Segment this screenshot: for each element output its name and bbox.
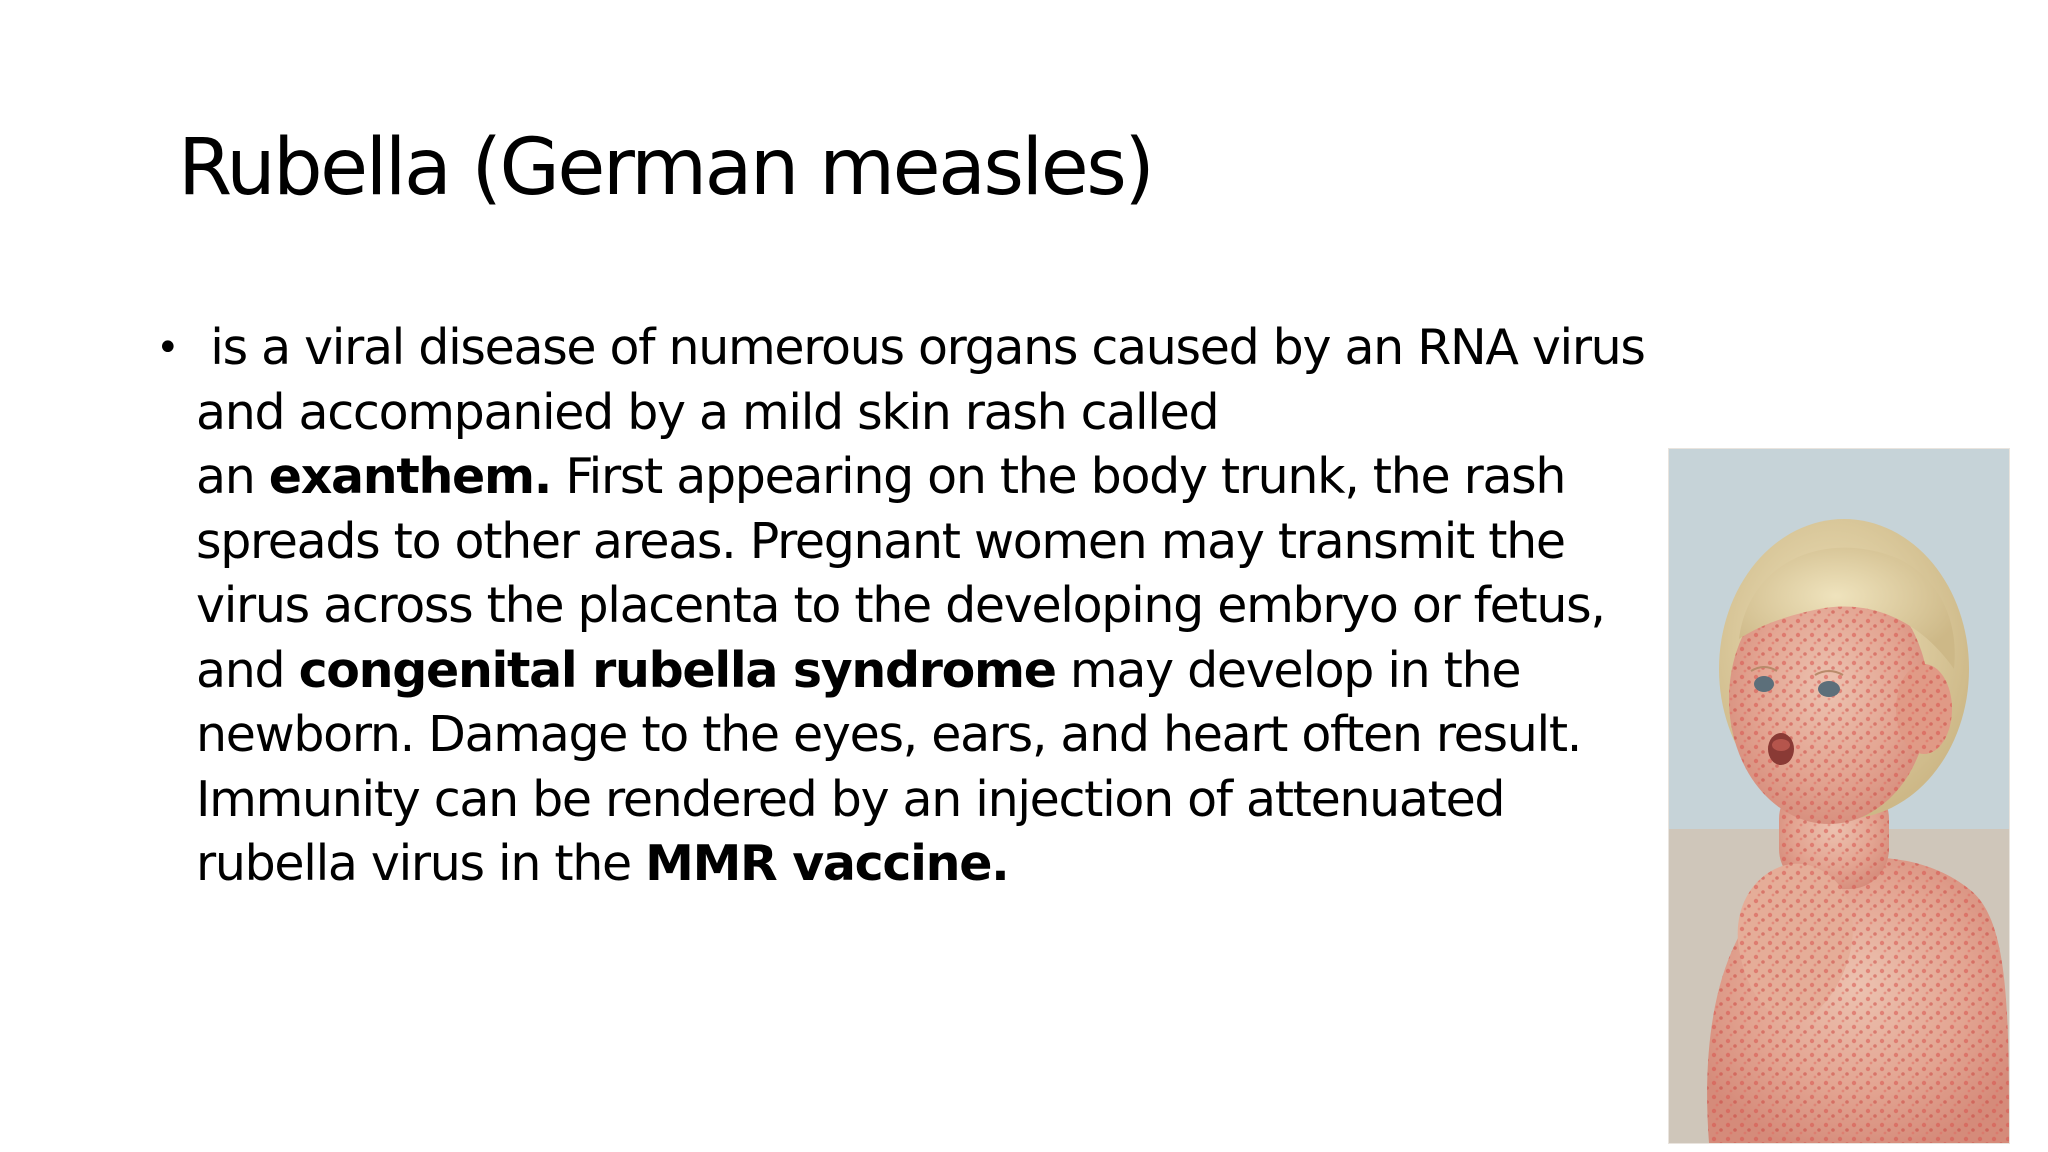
body-line-7: newborn. Damage to the eyes, ears, and heart often result. <box>196 706 1582 763</box>
bullet-list <box>150 316 1690 897</box>
body-line-6 <box>196 639 1690 704</box>
body-line-8: Immunity can be rendered by an injection of attenuated <box>196 770 1505 828</box>
bold-term-exanthem: exanthem. <box>268 448 552 505</box>
body-text: First appearing on the body trunk, the rash <box>551 448 1566 505</box>
body-line-9 <box>196 832 1690 897</box>
body-line-2: and accompanied by a mild skin rash called <box>196 383 1219 441</box>
slide-title: Rubella (German measles) <box>178 123 1153 213</box>
bold-term-congenital-rubella-syndrome: congenital rubella syndrome <box>298 641 1056 699</box>
bold-term-mmr-vaccine: MMR vaccine. <box>645 835 1009 892</box>
body-line-1 <box>196 316 1690 381</box>
body-text: may develop in the <box>1055 641 1521 699</box>
body-line-5: virus across the placenta to the developing embryo or fetus, <box>196 577 1605 634</box>
body-text: an <box>196 448 269 505</box>
body-text: is a viral disease of numerous organs caused by an RNA virus <box>210 319 1645 376</box>
body-text: and <box>196 641 299 699</box>
child-photo-illustration <box>1669 449 2009 1143</box>
body-text: rubella virus in the <box>196 835 646 892</box>
child-with-rash-photo <box>1668 448 2010 1144</box>
body-line-3 <box>196 445 1690 510</box>
bullet-icon: • <box>156 325 179 371</box>
body-line-4: spreads to other areas. Pregnant women may transmit the <box>196 512 1565 570</box>
bullet-item <box>150 316 1690 897</box>
